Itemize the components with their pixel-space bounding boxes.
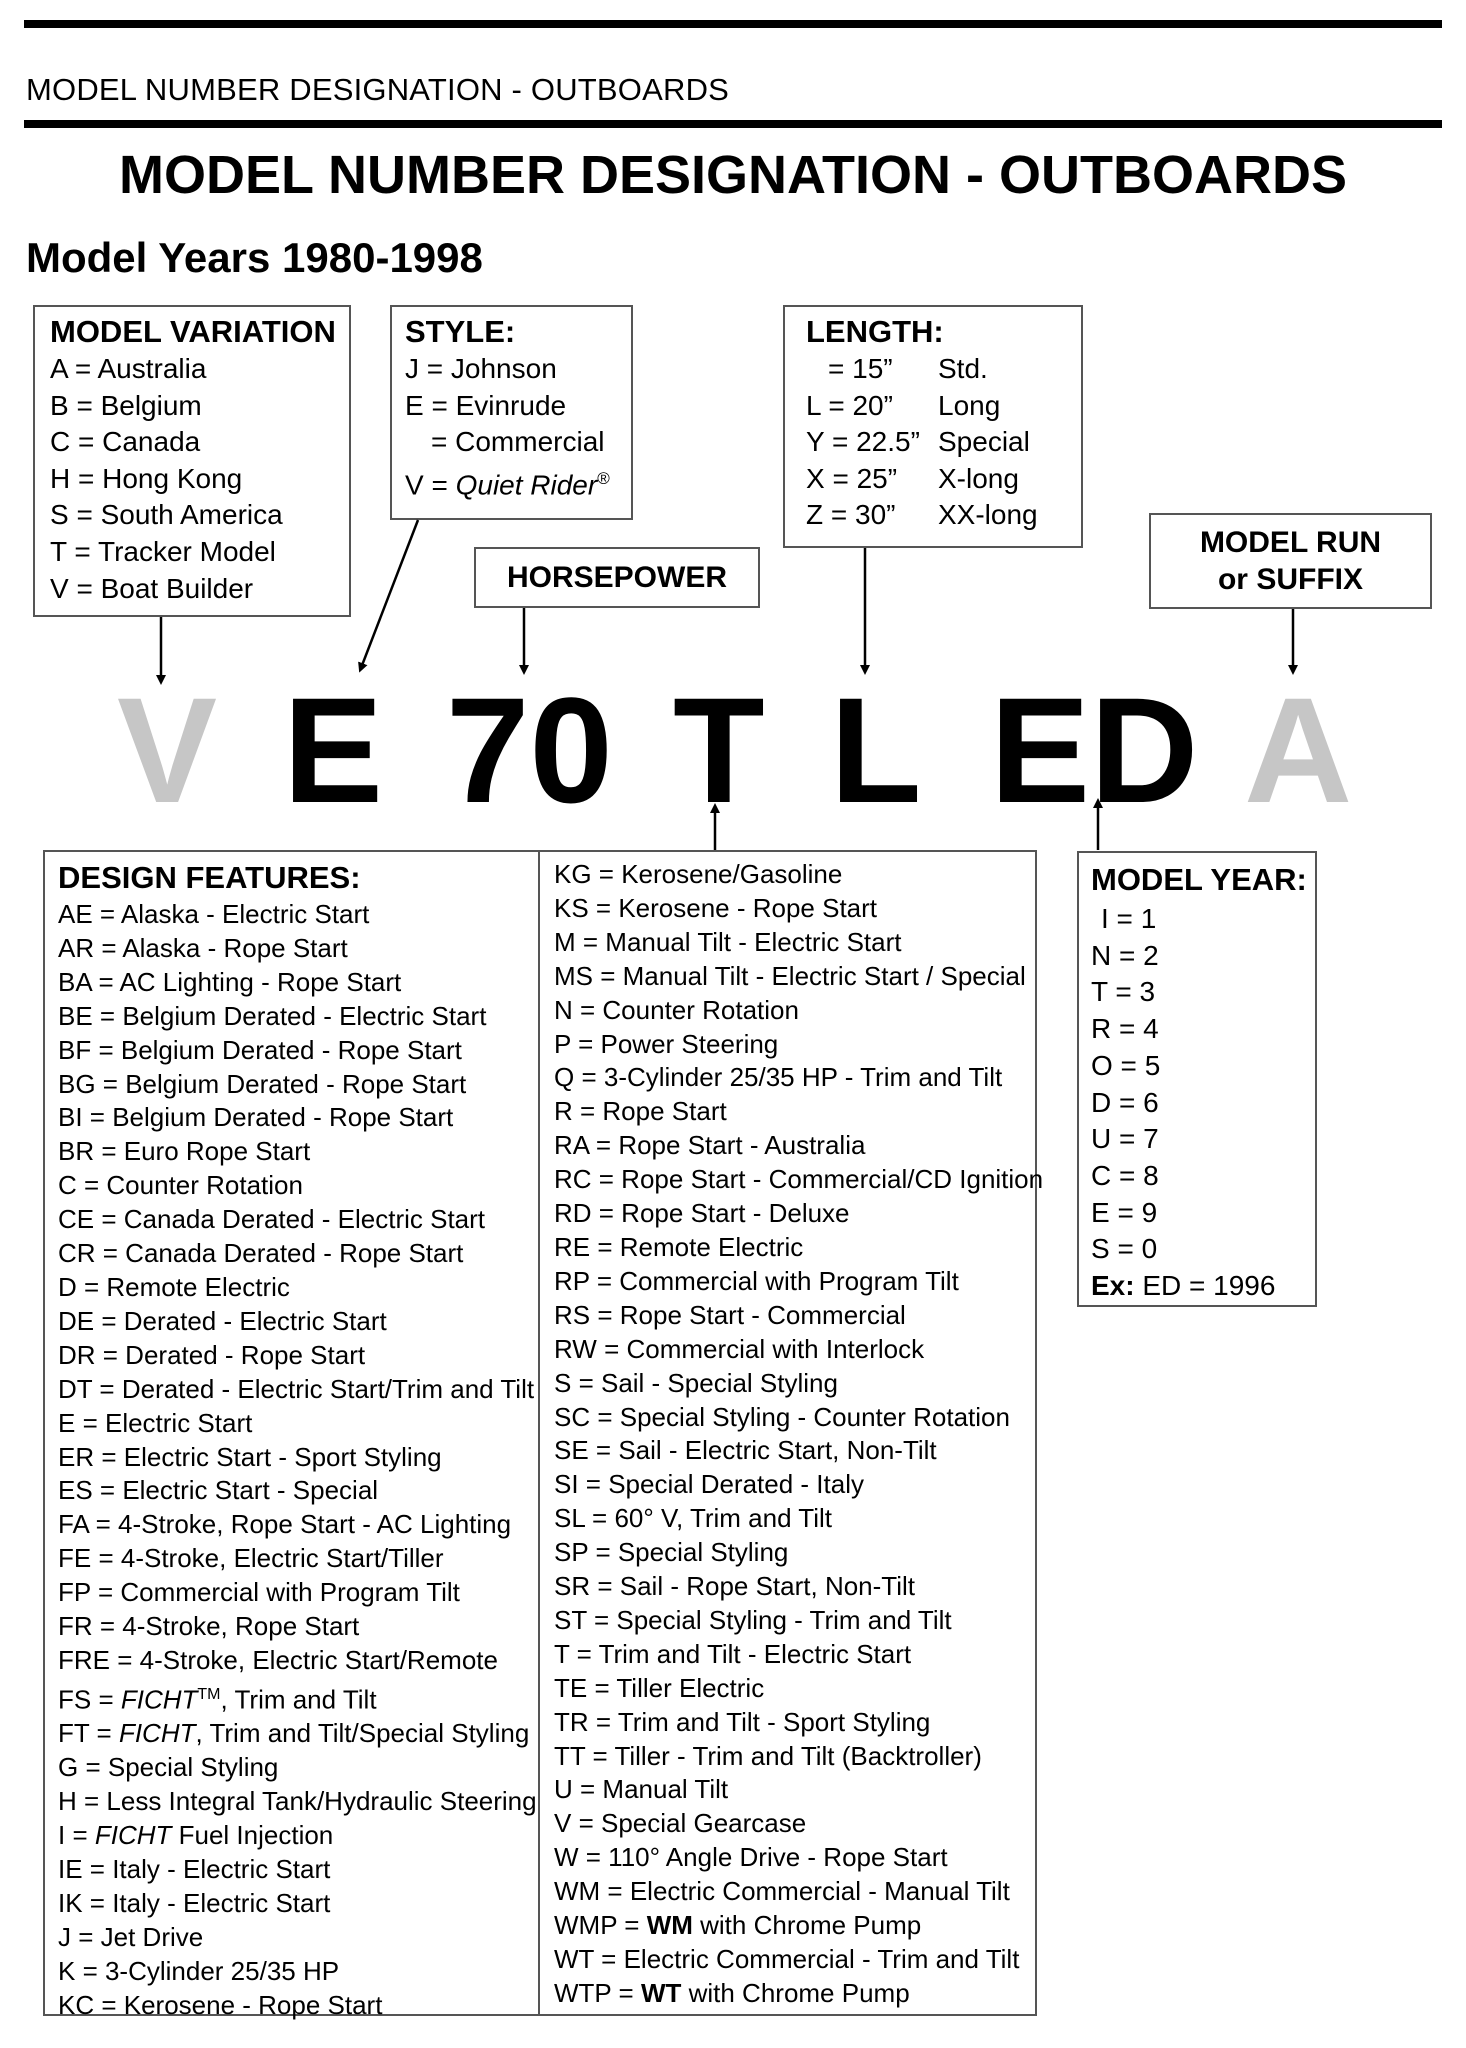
list-item: ST = Special Styling - Trim and Tilt <box>554 1604 952 1635</box>
example-horsepower: 70 <box>446 666 613 834</box>
length-code: = 15” <box>828 353 893 384</box>
list-item: V = Boat Builder <box>50 572 254 604</box>
suffix-title: or SUFFIX <box>1217 563 1363 596</box>
page-title: MODEL NUMBER DESIGNATION - OUTBOARDS <box>119 145 1347 205</box>
list-item: SE = Sail - Electric Start, Non-Tilt <box>554 1435 937 1466</box>
list-item: RD = Rope Start - Deluxe <box>554 1198 850 1229</box>
list-item: M = Manual Tilt - Electric Start <box>554 926 902 957</box>
list-item: ES = Electric Start - Special <box>58 1475 379 1506</box>
wtp-rest: with Chrome Pump <box>681 1977 910 2008</box>
list-item: WM = Electric Commercial - Manual Tilt <box>554 1876 1010 1907</box>
length-desc: XX-long <box>938 499 1038 531</box>
list-item: C = Canada <box>50 426 201 458</box>
list-item: SP = Special Styling <box>554 1537 789 1568</box>
list-item: E = 9 <box>1091 1196 1158 1228</box>
example-value: ED = 1996 <box>1134 1270 1276 1302</box>
i-rest: Fuel Injection <box>171 1820 334 1851</box>
list-item: B = Belgium <box>50 389 202 421</box>
list-item: BA = AC Lighting - Rope Start <box>58 966 402 997</box>
list-item: R = 4 <box>1091 1013 1159 1045</box>
model-variation-title: MODEL VARIATION <box>50 314 336 349</box>
style-title: STYLE: <box>405 314 516 349</box>
arrow-style <box>361 520 418 668</box>
list-item: FP = Commercial with Program Tilt <box>58 1577 460 1608</box>
trademark-mark: TM <box>197 1685 221 1703</box>
page-subtitle: Model Years 1980-1998 <box>26 234 483 281</box>
style-v-name: Quiet Rider <box>455 469 598 501</box>
length-desc: Special <box>938 426 1030 458</box>
list-item-text: = Commercial <box>431 426 605 458</box>
example-suffix-letter: A <box>1244 666 1353 834</box>
list-item: D = Remote Electric <box>58 1271 290 1302</box>
ft-rest: , Trim and Tilt/Special Styling <box>195 1718 530 1749</box>
horsepower-title: HORSEPOWER <box>506 561 728 594</box>
list-item: IE = Italy - Electric Start <box>58 1854 331 1885</box>
list-item: RP = Commercial with Program Tilt <box>554 1265 959 1296</box>
length-code: Z = 30” <box>806 499 896 531</box>
list-item: RE = Remote Electric <box>554 1231 804 1262</box>
example-design-letter: T <box>673 666 765 834</box>
list-item: CR = Canada Derated - Rope Start <box>58 1238 464 1269</box>
list-item: KG = Kerosene/Gasoline <box>554 859 843 889</box>
list-item: RA = Rope Start - Australia <box>554 1130 866 1161</box>
list-item: BG = Belgium Derated - Rope Start <box>58 1068 467 1099</box>
i-italic: FICHT <box>94 1820 172 1851</box>
example-style-letter: E <box>283 666 384 834</box>
list-item-text: I = 1 <box>1101 903 1157 934</box>
list-item: T = Tracker Model <box>50 535 276 567</box>
wmp-prefix: WMP = <box>554 1910 647 1941</box>
list-item: SR = Sail - Rope Start, Non-Tilt <box>554 1571 915 1602</box>
list-item: MS = Manual Tilt - Electric Start / Special <box>554 960 1026 991</box>
wmp-rest: with Chrome Pump <box>692 1910 922 1941</box>
list-item: S = 0 <box>1091 1233 1158 1265</box>
list-item: T = 3 <box>1091 976 1156 1008</box>
list-item: G = Special Styling <box>58 1752 279 1783</box>
list-item: SI = Special Derated - Italy <box>554 1469 864 1500</box>
list-item <box>554 1909 1035 1943</box>
example-year-letters: ED <box>990 666 1199 834</box>
list-item: W = 110° Angle Drive - Rope Start <box>554 1842 948 1873</box>
length-desc: X-long <box>938 462 1019 494</box>
registered-mark: ® <box>597 468 610 488</box>
list-item: SL = 60° V, Trim and Tilt <box>554 1503 833 1534</box>
list-item: DR = Derated - Rope Start <box>58 1339 366 1370</box>
list-item: WT = Electric Commercial - Trim and Tilt <box>554 1944 1020 1974</box>
list-item: FE = 4-Stroke, Electric Start/Tiller <box>58 1543 444 1574</box>
list-item: BI = Belgium Derated - Rope Start <box>58 1102 454 1133</box>
list-item: TR = Trim and Tilt - Sport Styling <box>554 1706 931 1737</box>
list-item: S = Sail - Special Styling <box>554 1367 838 1398</box>
list-item: V = Special Gearcase <box>554 1808 807 1839</box>
list-item: BF = Belgium Derated - Rope Start <box>58 1034 462 1065</box>
list-item <box>1091 901 1315 938</box>
list-item: C = Counter Rotation <box>58 1170 303 1201</box>
list-item: DT = Derated - Electric Start/Trim and Tilt <box>58 1373 535 1404</box>
wtp-prefix: WTP = <box>554 1977 641 2008</box>
list-item: FA = 4-Stroke, Rope Start - AC Lighting <box>58 1509 512 1540</box>
design-features-title: DESIGN FEATURES: <box>58 860 361 895</box>
list-item: T = Trim and Tilt - Electric Start <box>554 1638 912 1669</box>
design-features-box-continued <box>538 850 1044 2016</box>
list-item: A = Australia <box>50 353 207 384</box>
list-item: C = 8 <box>1091 1159 1159 1191</box>
list-item: K = 3-Cylinder 25/35 HP <box>58 1955 340 1986</box>
example-length-letter: L <box>830 666 922 834</box>
list-item: O = 5 <box>1091 1049 1161 1081</box>
model-year-box <box>1077 851 1317 1307</box>
list-item: TT = Tiller - Trim and Tilt (Backtroller) <box>554 1740 982 1771</box>
fs-prefix: FS = <box>58 1684 121 1715</box>
list-item: KC = Kerosene - Rope Start <box>58 1989 383 2020</box>
list-item <box>58 1819 538 1853</box>
running-header: MODEL NUMBER DESIGNATION - OUTBOARDS <box>26 72 730 107</box>
list-item: BE = Belgium Derated - Electric Start <box>58 1000 487 1031</box>
list-item: FR = 4-Stroke, Rope Start <box>58 1611 360 1642</box>
list-item: S = South America <box>50 499 283 531</box>
list-item: E = Evinrude <box>405 389 567 421</box>
i-prefix: I = <box>58 1820 95 1851</box>
model-year-title: MODEL YEAR: <box>1091 862 1307 897</box>
length-desc: Std. <box>938 353 988 384</box>
list-item: U = Manual Tilt <box>554 1774 729 1805</box>
list-item: RS = Rope Start - Commercial <box>554 1299 906 1330</box>
list-item: P = Power Steering <box>554 1028 779 1059</box>
list-item: TE = Tiller Electric <box>554 1672 765 1703</box>
list-item <box>58 1678 538 1718</box>
list-item <box>58 1717 538 1751</box>
list-item: AR = Alaska - Rope Start <box>58 932 348 963</box>
list-item: H = Hong Kong <box>50 462 243 494</box>
ft-italic: FICHT <box>118 1718 196 1749</box>
list-item: DE = Derated - Electric Start <box>58 1305 387 1336</box>
example-label: Ex: <box>1091 1270 1135 1302</box>
list-item: H = Less Integral Tank/Hydraulic Steering <box>58 1786 537 1817</box>
list-item: N = 2 <box>1091 939 1159 971</box>
ft-prefix: FT = <box>58 1718 119 1749</box>
style-v-prefix: V = <box>405 469 456 501</box>
list-item <box>554 1977 1035 2011</box>
list-item: SC = Special Styling - Counter Rotation <box>554 1401 1010 1432</box>
list-item: CE = Canada Derated - Electric Start <box>58 1204 486 1235</box>
wtp-bold: WT <box>640 1977 682 2008</box>
fs-rest: , Trim and Tilt <box>220 1684 377 1715</box>
list-item: Q = 3-Cylinder 25/35 HP - Trim and Tilt <box>554 1062 1003 1093</box>
model-year-example <box>1091 1268 1315 1305</box>
list-item: IK = Italy - Electric Start <box>58 1887 331 1918</box>
length-code: X = 25” <box>806 462 898 494</box>
list-item: RW = Commercial with Interlock <box>554 1333 925 1364</box>
list-item: KS = Kerosene - Rope Start <box>554 892 878 923</box>
length-title: LENGTH: <box>806 314 944 349</box>
length-code: L = 20” <box>806 389 893 421</box>
fs-italic: FICHT <box>120 1684 198 1715</box>
list-item: BR = Euro Rope Start <box>58 1136 311 1167</box>
list-item: U = 7 <box>1091 1123 1159 1155</box>
model-run-title: MODEL RUN <box>1199 526 1382 559</box>
list-item: RC = Rope Start - Commercial/CD Ignition <box>554 1164 1044 1195</box>
wmp-bold: WM <box>646 1910 693 1941</box>
design-features-box <box>43 850 540 2020</box>
list-item: AE = Alaska - Electric Start <box>58 899 370 929</box>
length-code: Y = 22.5” <box>806 426 920 458</box>
list-item: E = Electric Start <box>58 1407 253 1438</box>
list-item: ER = Electric Start - Sport Styling <box>58 1441 442 1472</box>
list-item: R = Rope Start <box>554 1096 727 1127</box>
length-desc: Long <box>938 389 1001 421</box>
list-item: J = Jet Drive <box>58 1921 204 1952</box>
list-item: D = 6 <box>1091 1086 1159 1118</box>
list-item: J = Johnson <box>405 353 557 384</box>
example-variation-letter: V <box>117 666 218 834</box>
list-item: FRE = 4-Stroke, Electric Start/Remote <box>58 1644 498 1675</box>
list-item: N = Counter Rotation <box>554 994 799 1025</box>
